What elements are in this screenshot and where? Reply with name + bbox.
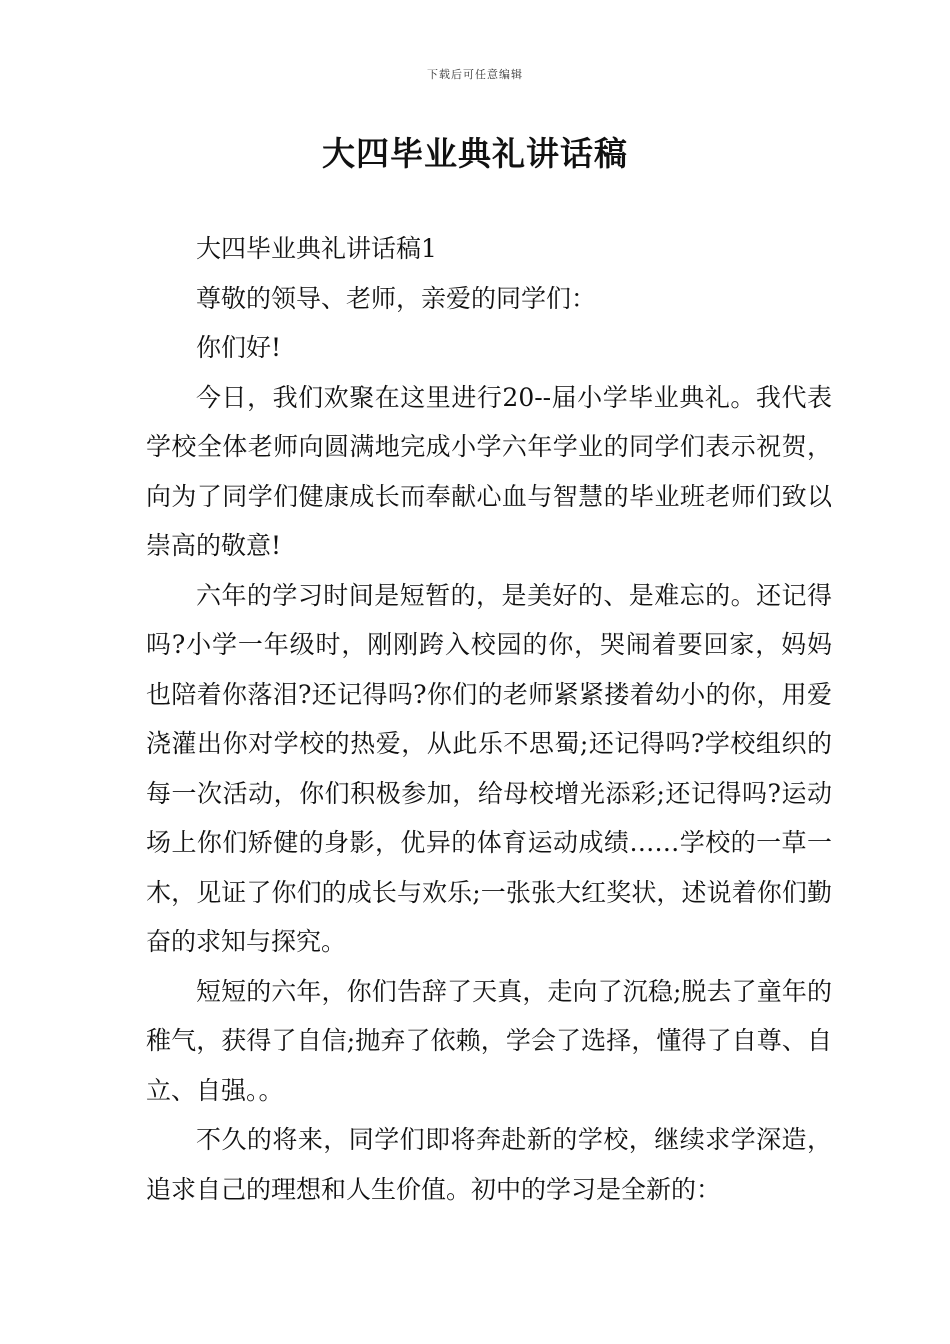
- document-title: 大四毕业典礼讲话稿: [322, 134, 628, 173]
- document-body: [146, 224, 832, 1214]
- paragraph-salutation: 尊敬的领导、老师，亲爱的同学们：: [196, 283, 597, 313]
- paragraph-subtitle: 大四毕业典礼讲话稿1: [196, 234, 437, 263]
- paragraph-greeting: 你们好!: [196, 333, 282, 362]
- paragraph-body: 不久的将来，同学们即将奔赴新的学校，继续求学深造，追求自己的理想和人生价值。初中的学习是全新的：: [146, 1125, 832, 1204]
- header-note: 下载后可任意编辑: [427, 68, 523, 81]
- paragraph-body: 短短的六年，你们告辞了天真，走向了沉稳;脱去了童年的稚气，获得了自信;抛弃了依赖，学会了选择，懂得了自尊、自立、自强。。: [146, 976, 832, 1105]
- paragraph-body: 六年的学习时间是短暂的，是美好的、是难忘的。还记得吗?小学一年级时，刚刚跨入校园的你，哭闹着要回家，妈妈也陪着你落泪?还记得吗?你们的老师紧紧搂着幼小的你，用爱浇灌出你对学校的热爱，从此乐不思蜀;还记得吗?学校组织的每一次活动，你们积极参加，给母校增光添彩;还记得吗?运动场上你们矫健的身影，优异的体育运动成绩……学校的一草一木，见证了你们的成长与欢乐;一张张大红奖状，述说着你们勤奋的求知与探究。: [146, 580, 832, 956]
- paragraph-body: 今日，我们欢聚在这里进行20--届小学毕业典礼。我代表学校全体老师向圆满地完成小学六年学业的同学们表示祝贺，向为了同学们健康成长而奉献心血与智慧的毕业班老师们致以崇高的敬意!: [146, 382, 832, 560]
